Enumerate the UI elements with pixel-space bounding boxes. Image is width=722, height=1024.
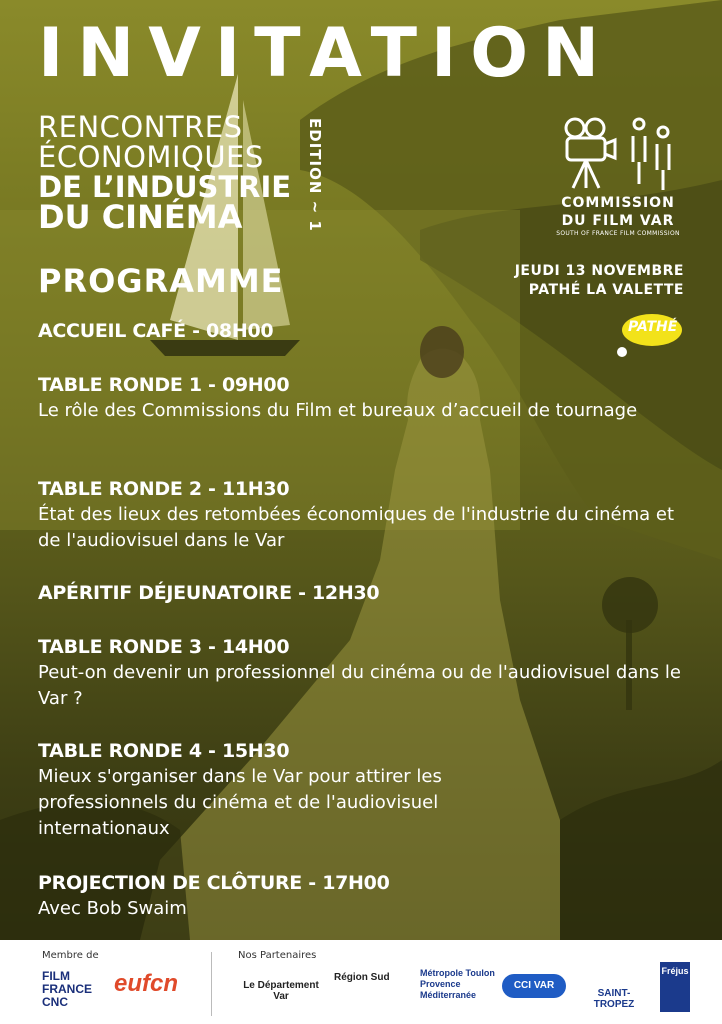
- footer: [0, 940, 722, 1024]
- event-date: [470, 262, 684, 300]
- camera-people-icon: [553, 114, 683, 190]
- programme-item-1: [38, 318, 688, 344]
- member-label: Membre de: [42, 950, 99, 961]
- programme-item-title: PROJECTION DE CLÔTURE - 17H00: [38, 872, 390, 894]
- event-day: JEUDI 13 NOVEMBRE: [514, 263, 684, 279]
- programme-item-desc: Le rôle des Commissions du Film et bureaux d’accueil de tournage: [38, 400, 638, 421]
- event-line-3: DE L’INDUSTRIE: [38, 170, 292, 204]
- event-name: [38, 110, 292, 236]
- member-logo-eufcn: eufcn: [114, 970, 179, 997]
- partner-logo-cci: CCI VAR: [502, 974, 566, 998]
- programme-item-4: [38, 580, 688, 606]
- programme-item-title: TABLE RONDE 2 - 11H30: [38, 478, 290, 500]
- programme-item-desc: Peut-on devenir un professionnel du cinéma ou de l'audiovisuel dans le Var ?: [38, 662, 681, 709]
- programme-item-7: [38, 870, 688, 922]
- programme-item-desc: État des lieux des retombées économiques de l'industrie du cinéma et de l'audiovisuel dans le Var: [38, 504, 675, 551]
- commission-tagline: SOUTH OF FRANCE FILM COMMISSION: [556, 230, 680, 237]
- invitation-title: INVITATION: [38, 14, 613, 93]
- partner-logo-metropole: Métropole Toulon Provence Méditerranée: [420, 968, 495, 1000]
- partner-logo-region: Région Sud: [334, 972, 390, 983]
- event-line-1: RENCONTRES: [38, 110, 243, 144]
- programme-item-desc: Mieux s'organiser dans le Var pour attirer les professionnels du cinéma et de l'audiovisuel internationaux: [38, 766, 442, 839]
- edition-label: EDITION ~ 1: [306, 118, 324, 232]
- event-venue: PATHÉ LA VALETTE: [528, 282, 684, 298]
- programme-item-title: APÉRITIF DÉJEUNATOIRE - 12H30: [38, 582, 380, 604]
- commission-name-2: DU FILM VAR: [561, 213, 675, 229]
- partners-label: Nos Partenaires: [238, 950, 317, 961]
- programme-heading: PROGRAMME: [38, 262, 284, 300]
- commission-name-1: COMMISSION: [561, 195, 675, 211]
- event-line-2: ÉCONOMIQUES: [38, 140, 264, 174]
- programme-item-title: TABLE RONDE 1 - 09H00: [38, 374, 290, 396]
- footer-divider: [211, 952, 212, 1016]
- programme-item-5: [38, 634, 688, 712]
- partner-logo-sainttropez: SAINT-TROPEZ: [593, 988, 635, 1010]
- member-logo-filmfrance: FILM FRANCE CNC: [42, 969, 92, 1009]
- programme-item-title: TABLE RONDE 4 - 15H30: [38, 740, 290, 762]
- programme-item-desc: Avec Bob Swaim: [38, 898, 187, 919]
- programme-item-6: [38, 738, 688, 842]
- event-line-4: DU CINÉMA: [38, 198, 243, 236]
- programme-item-2: [38, 372, 688, 424]
- programme-item-title: TABLE RONDE 3 - 14H00: [38, 636, 290, 658]
- partner-logo-frejus: Fréjus: [660, 962, 690, 1012]
- programme-item-title: ACCUEIL CAFÉ - 08H00: [38, 320, 274, 342]
- pathe-logo-text: PATHÉ: [628, 319, 678, 335]
- programme-item-3: [38, 476, 688, 554]
- partner-logo-departement: Le Département Var: [243, 980, 319, 1002]
- commission-logo: [548, 114, 688, 237]
